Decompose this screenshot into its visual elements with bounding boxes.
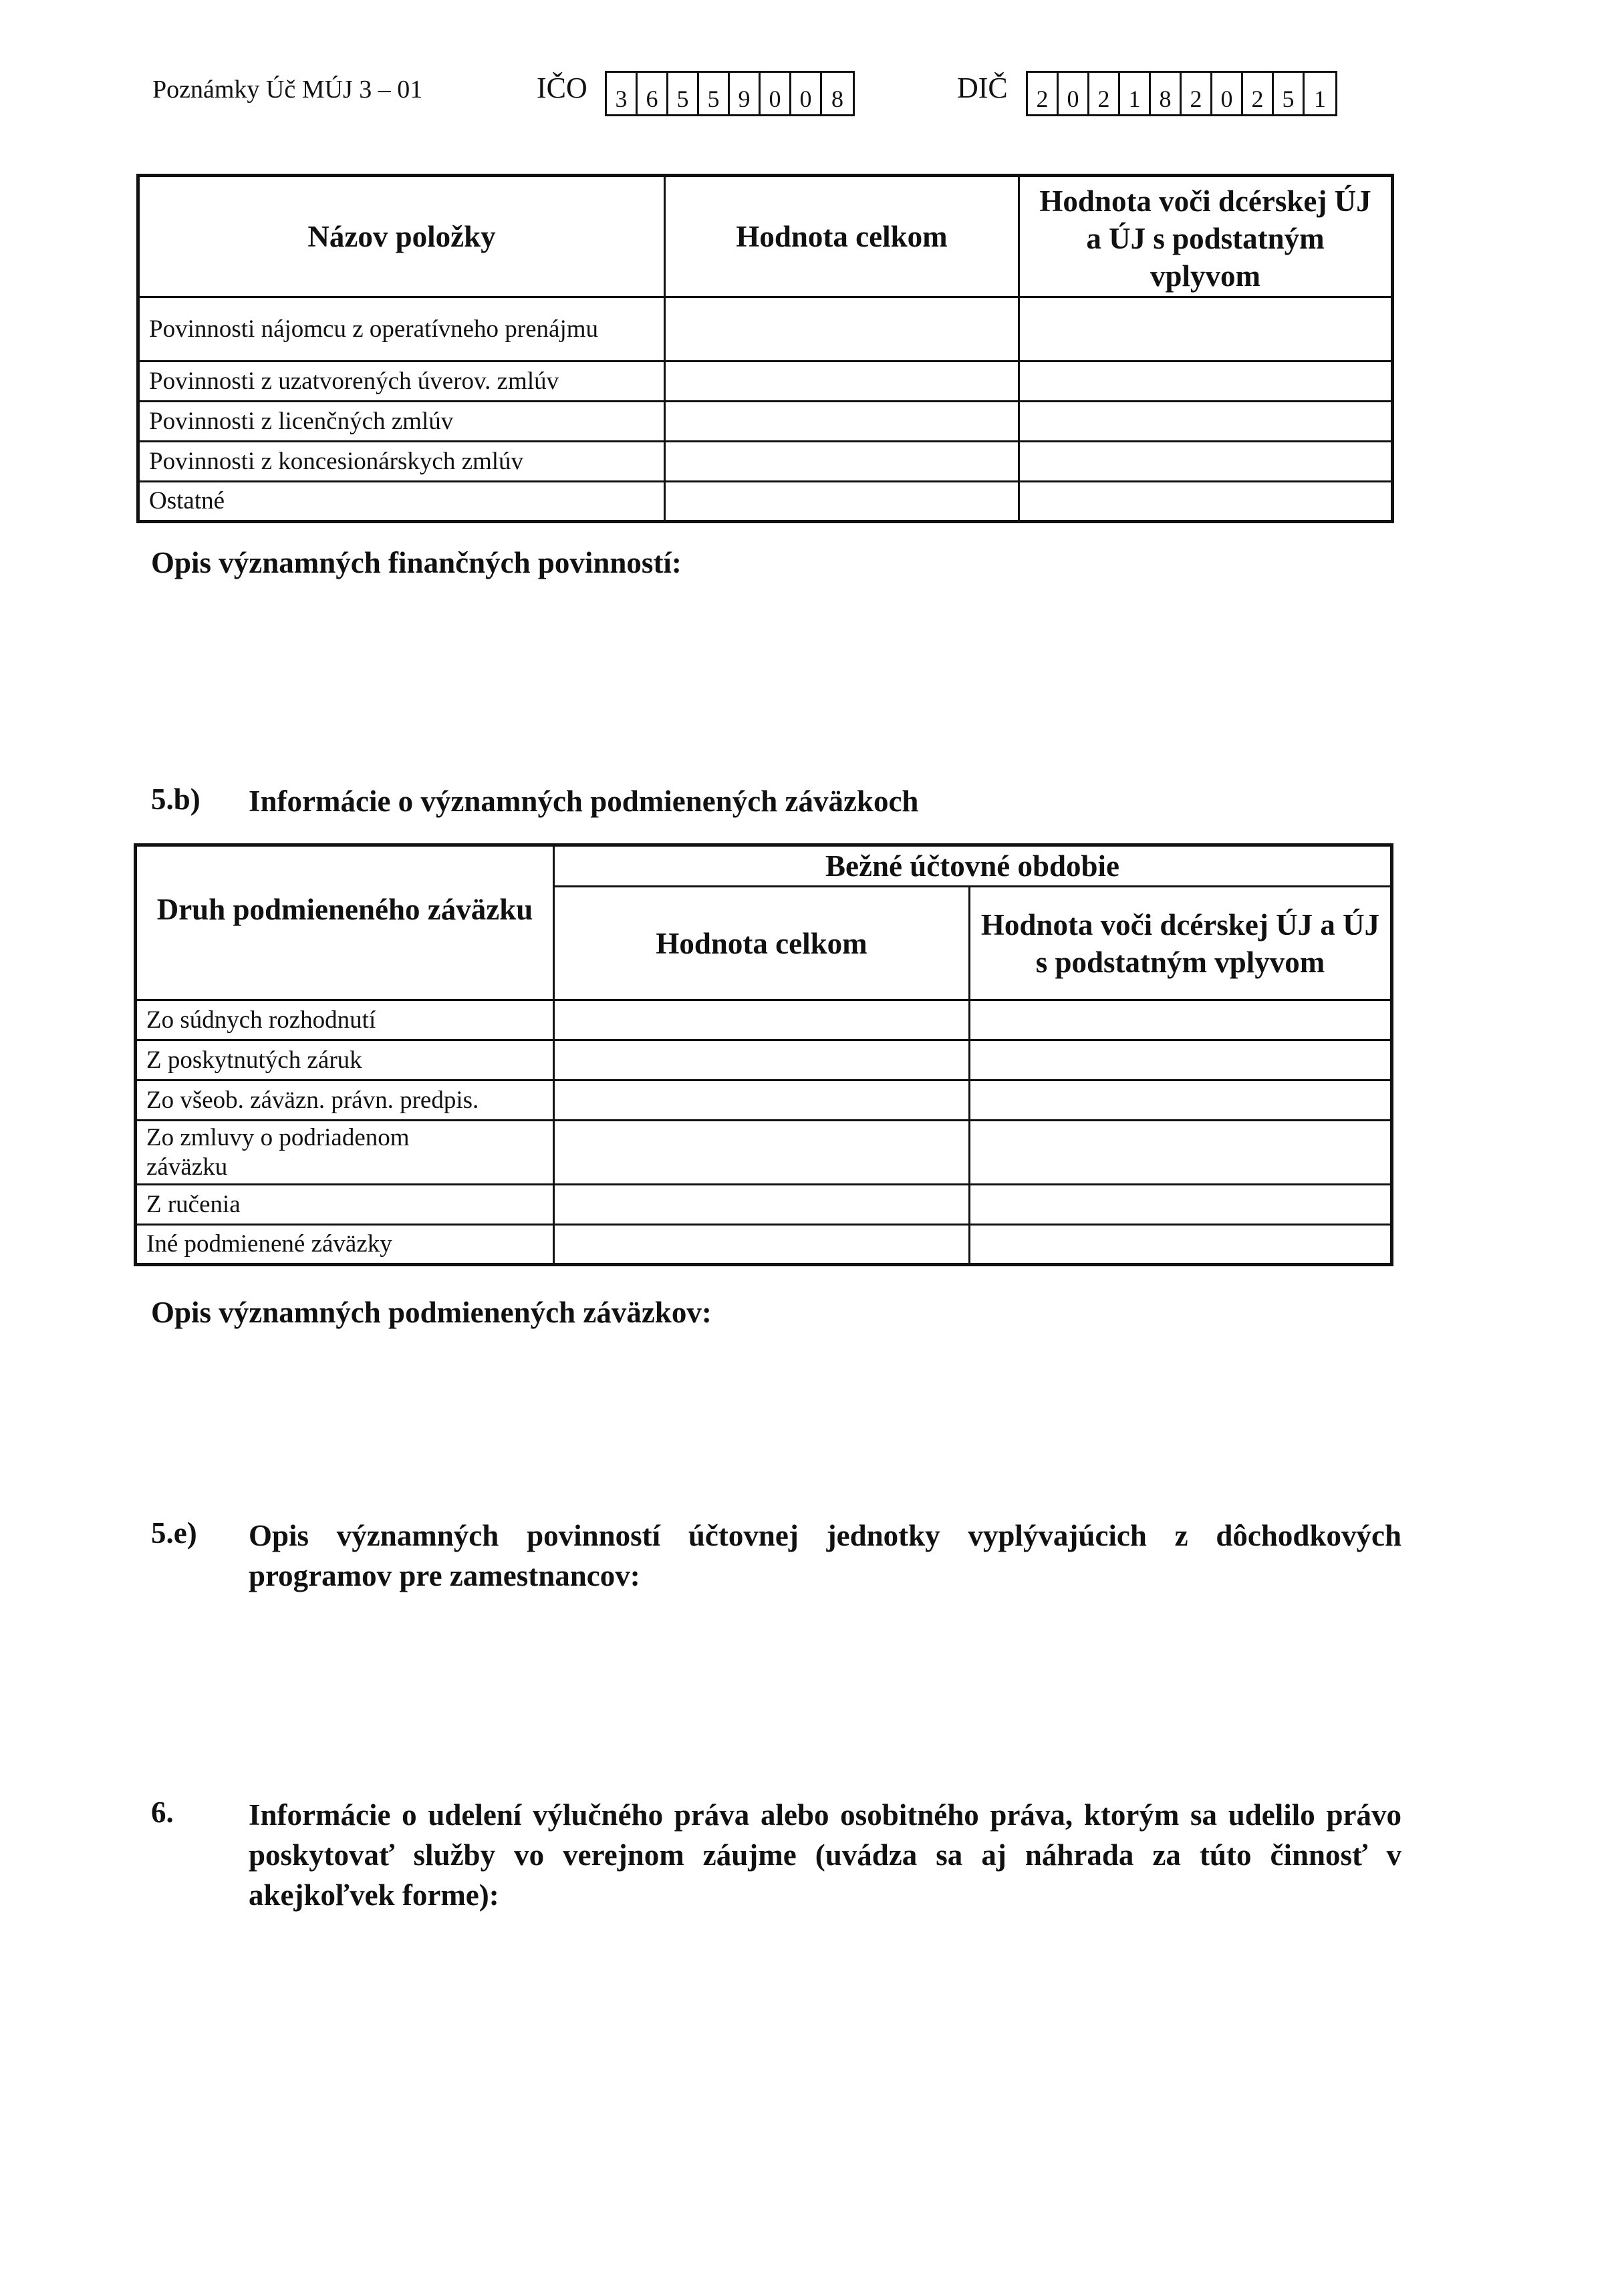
ico-digit-box: 5 <box>668 73 699 114</box>
value-cell[interactable] <box>970 1225 1392 1265</box>
section-6-title: Informácie o udelení výlučného práva alebo osobitného práva, ktorým sa udelilo právo poskytovať služby vo verejnom záujme (uvádza sa aj náhrada za túto činnosť v akejkoľvek forme): <box>249 1798 1401 1912</box>
value-cell[interactable] <box>1019 402 1393 442</box>
value-cell[interactable] <box>665 482 1019 522</box>
value-cell[interactable] <box>1019 442 1393 482</box>
contingent-liabilities-description-label: Opis významných podmienených záväzkov: <box>151 1296 712 1329</box>
col-header-current-period: Bežné účtovné obdobie <box>554 845 1392 887</box>
ico-label: IČO <box>537 71 587 104</box>
row-label: Zo súdnych rozhodnutí <box>136 1000 554 1040</box>
row-label: Povinnosti z koncesionárskych zmlúv <box>138 442 665 482</box>
ico-digit-box: 5 <box>699 73 730 114</box>
value-cell[interactable] <box>970 1081 1392 1121</box>
contingent-liabilities-table <box>134 843 1393 1266</box>
row-label: Zo všeob. záväzn. právn. predpis. <box>136 1081 554 1121</box>
row-label: Povinnosti z licenčných zmlúv <box>138 402 665 442</box>
value-cell[interactable] <box>554 1000 970 1040</box>
section-5b-number: 5.b) <box>151 782 200 816</box>
dic-digit-box: 0 <box>1059 73 1089 114</box>
section-5e-title: Opis významných povinností účtovnej jednotky vyplývajúcich z dôchodkových programov pre zamestnancov: <box>249 1519 1401 1592</box>
value-cell[interactable] <box>1019 297 1393 362</box>
row-label: Z poskytnutých záruk <box>136 1040 554 1081</box>
section-5e-number: 5.e) <box>151 1516 197 1550</box>
ico-digit-box: 0 <box>791 73 822 114</box>
ico-digit-box: 9 <box>730 73 761 114</box>
value-cell[interactable] <box>970 1121 1392 1185</box>
ico-digit-box: 8 <box>831 86 843 112</box>
ico-digit-boxes <box>605 71 855 116</box>
col-header-total: Hodnota celkom <box>554 887 970 1000</box>
value-cell[interactable] <box>970 1000 1392 1040</box>
dic-digit-boxes <box>1026 71 1337 116</box>
financial-obligations-description-label: Opis významných finančných povinností: <box>151 546 682 579</box>
value-cell[interactable] <box>970 1185 1392 1225</box>
dic-digit-box: 1 <box>1314 86 1326 112</box>
value-cell[interactable] <box>1019 362 1393 402</box>
dic-digit-box: 8 <box>1151 73 1182 114</box>
ico-digit-box: 3 <box>607 73 638 114</box>
row-label: Z ručenia <box>136 1185 554 1225</box>
row-label: Povinnosti nájomcu z operatívneho prenájmu <box>138 297 665 362</box>
dic-label: DIČ <box>957 71 1008 104</box>
value-cell[interactable] <box>554 1185 970 1225</box>
row-label: Ostatné <box>138 482 665 522</box>
value-cell[interactable] <box>554 1121 970 1185</box>
form-label: Poznámky Úč MÚJ 3 – 01 <box>152 76 423 104</box>
value-cell[interactable] <box>554 1081 970 1121</box>
section-5b-title: Informácie o významných podmienených záväzkoch <box>249 784 919 818</box>
dic-digit-box: 1 <box>1120 73 1151 114</box>
col-header-related: Hodnota voči dcérskej ÚJ a ÚJ s podstatným vplyvom <box>1019 176 1393 297</box>
financial-obligations-table <box>136 174 1394 523</box>
value-cell[interactable] <box>665 297 1019 362</box>
section-6-number: 6. <box>151 1796 174 1829</box>
row-label: Povinnosti z uzatvorených úverov. zmlúv <box>138 362 665 402</box>
dic-digit-box: 2 <box>1182 73 1212 114</box>
col-header-liability-type: Druh podmieneného záväzku <box>136 845 554 1000</box>
value-cell[interactable] <box>665 442 1019 482</box>
row-label: Zo zmluvy o podriadenom záväzku <box>136 1121 554 1185</box>
value-cell[interactable] <box>554 1040 970 1081</box>
value-cell[interactable] <box>665 362 1019 402</box>
value-cell[interactable] <box>1019 482 1393 522</box>
col-header-total: Hodnota celkom <box>665 176 1019 297</box>
row-label: Iné podmienené záväzky <box>136 1225 554 1265</box>
dic-digit-box: 0 <box>1212 73 1243 114</box>
col-header-item-name: Názov položky <box>138 176 665 297</box>
dic-digit-box: 2 <box>1089 73 1120 114</box>
col-header-related: Hodnota voči dcérskej ÚJ a ÚJ s podstatným vplyvom <box>970 887 1392 1000</box>
value-cell[interactable] <box>970 1040 1392 1081</box>
dic-digit-box: 2 <box>1243 73 1274 114</box>
value-cell[interactable] <box>665 402 1019 442</box>
dic-digit-box: 5 <box>1274 73 1305 114</box>
dic-digit-box: 2 <box>1028 73 1059 114</box>
value-cell[interactable] <box>554 1225 970 1265</box>
ico-digit-box: 0 <box>761 73 791 114</box>
ico-digit-box: 6 <box>638 73 668 114</box>
